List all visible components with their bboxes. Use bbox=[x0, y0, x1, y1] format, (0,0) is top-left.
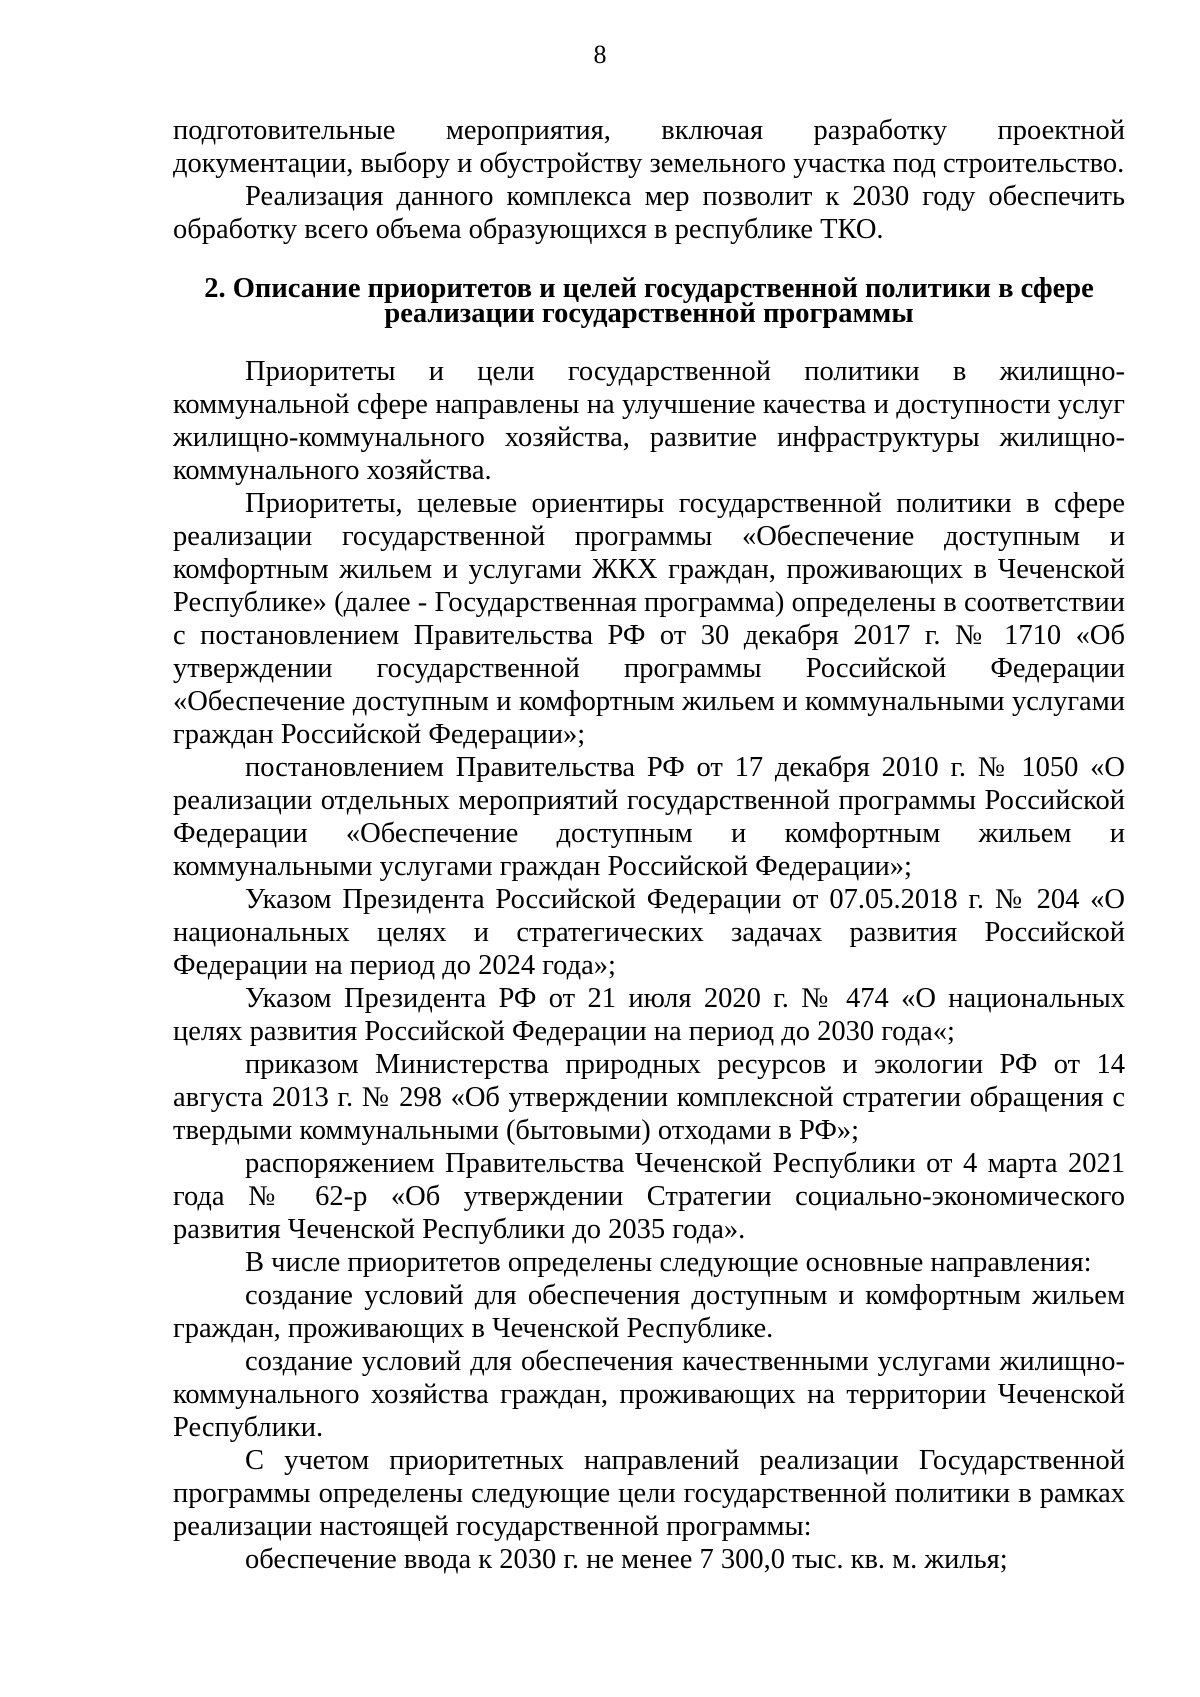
paragraph: обеспечение ввода к 2030 г. не менее 7 300,0 тыс. кв. м. жилья; bbox=[245, 1544, 1008, 1575]
paragraph: распоряжением Правительства Чеченской Республики от 4 марта 2021 года № 62-р «Об утверждении Стратегии социально-экономического развития Чеченской Республики до 2035 года». bbox=[173, 1148, 1125, 1245]
paragraph: Реализация данного комплекса мер позволит к 2030 году обеспечить обработку всего объема образующихся в республике ТКО. bbox=[173, 181, 1125, 245]
section-heading bbox=[173, 273, 1125, 329]
paragraph: Приоритеты и цели государственной политики в жилищно-коммунальной сфере направлены на улучшение качества и доступности услуг жилищно-коммунального хозяйства, развитие инфраструктуры жилищно-коммунального хозяйства. bbox=[173, 356, 1125, 486]
paragraph: С учетом приоритетных направлений реализации Государственной программы определены следующие цели государственной политики в рамках реализации настоящей государственной программы: bbox=[173, 1445, 1125, 1542]
paragraph: Приоритеты, целевые ориентиры государственной политики в сфере реализации государственной программы «Обеспечение доступным и комфортным жильем и услугами ЖКХ граждан, проживающих в Чеченской Республике» (далее - Государственная программа) определены в соответствии с постановлением Правительства РФ от 30 декабря 2017 г. № 1710 «Об утверждении государственной программы Российской Федерации «Обеспечение доступным и комфортным жильем и коммунальными услугами граждан Российской Федерации»; bbox=[173, 488, 1125, 750]
paragraph: приказом Министерства природных ресурсов и экологии РФ от 14 августа 2013 г. № 298 «Об утверждении комплексной стратегии обращения с твердыми коммунальными (бытовыми) отходами в РФ»; bbox=[173, 1049, 1125, 1146]
document-body bbox=[173, 114, 1125, 1576]
page-number: 8 bbox=[593, 40, 607, 69]
paragraph: В числе приоритетов определены следующие основные направления: bbox=[245, 1247, 1092, 1278]
section-heading-line: реализации государственной программы bbox=[384, 298, 914, 329]
paragraph: постановлением Правительства РФ от 17 декабря 2010 г. № 1050 «О реализации отдельных мероприятий государственной программы Российской Федерации «Обеспечение доступным и комфортным жильем и коммунальными услугами граждан Российской Федерации»; bbox=[173, 752, 1125, 882]
paragraph: создание условий для обеспечения доступным и комфортным жильем граждан, проживающих в Чеченской Республике. bbox=[173, 1280, 1125, 1344]
paragraph: Указом Президента Российской Федерации от 07.05.2018 г. № 204 «О национальных целях и стратегических задачах развития Российской Федерации на период до 2024 года»; bbox=[173, 884, 1125, 981]
paragraph: создание условий для обеспечения качественными услугами жилищно-коммунального хозяйства граждан, проживающих на территории Чеченской Республики. bbox=[173, 1346, 1125, 1443]
section-heading-line: 2. Описание приоритетов и целей государственной политики в сфере bbox=[204, 273, 1094, 304]
paragraph: Указом Президента РФ от 21 июля 2020 г. № 474 «О национальных целях развития Российской Федерации на период до 2030 года«; bbox=[173, 983, 1125, 1047]
paragraph: подготовительные мероприятия, включая разработку проектной документации, выбору и обустройству земельного участка под строительство. bbox=[173, 115, 1125, 179]
